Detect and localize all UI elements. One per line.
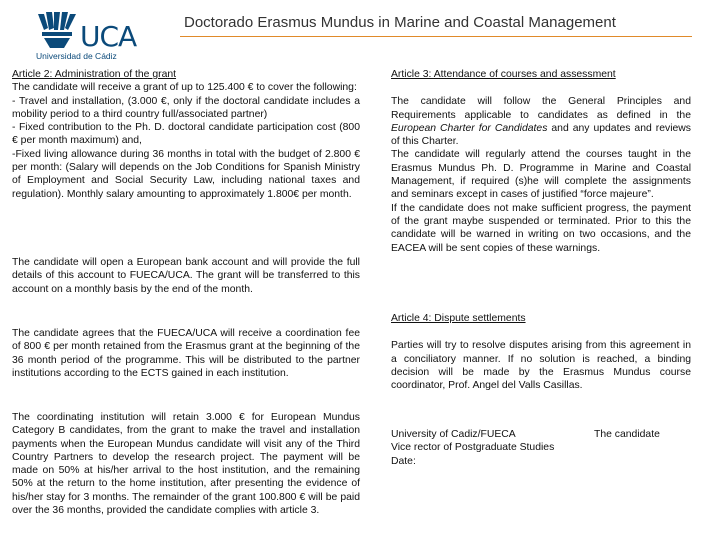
article-4-title: Article 4: Dispute settlements [391, 313, 526, 324]
retention-paragraph [12, 411, 360, 517]
bank-account-paragraph [12, 256, 360, 296]
university-logo [30, 6, 170, 64]
bank-account-text: The candidate will open a European bank account and will provide the full details of this account to FUECA/UCA. The grant will be transferred to this account on a monthly basis by the end of the month. [12, 257, 360, 295]
signatory-title: Vice rector of Postgraduate Studies [391, 442, 555, 454]
signature-block-candidate: The candidate [594, 429, 660, 440]
article-4-section [391, 312, 691, 392]
article-2-intro: The candidate will receive a grant of up to 125.400 € to cover the following: [12, 82, 357, 94]
article-2-travel: - Travel and installation, (3.000 €, only if the doctoral candidate includes a mobility period to a third country full/associated partner) [12, 95, 360, 120]
signatory-institution: University of Cadiz/FUECA [391, 429, 516, 440]
article-3-principles [391, 95, 691, 148]
page-title: Doctorado Erasmus Mundus in Marine and Coastal Management [184, 14, 616, 31]
retention-text: The coordinating institution will retain 3.000 € for European Mundus Category B candidates, from the grant to make the travel and installation payments when the European Mundus candidate will visit any of the Third Country Partners to develop the research project. The payment will be made on 50% at his/her arrival to the host institution, and the remaining 50% at the return to the home institution, after presenting the evidence of his/her stay for 3 months. The remainder of the grant 100.800 € will be paid over the 36 months, provided the candidate complies with article 3. [12, 412, 360, 517]
uca-emblem-icon [36, 10, 78, 50]
header-divider [180, 36, 692, 37]
principles-text-end: and any updates and reviews of this Charter. [391, 122, 691, 148]
article-4-text: Parties will try to resolve disputes arising from this agreement in a conciliatory manner. If no solution is reached, a binding decision will be made by the Erasmus Mundus course coordinator, Prof. Angel del Valls Casillas. [391, 340, 691, 392]
article-2-section [12, 68, 360, 201]
article-2-participation: - Fixed contribution to the Ph. D. doctoral candidate participation cost (800 € per month maximum) and, [12, 122, 360, 147]
charter-name: European Charter for Candidates [391, 122, 548, 134]
article-3-attendance: The candidate will regularly attend the courses taught in the Erasmus Mundus Ph. D. Programme in Marine and Coastal Management, if required (s)he will complete the assignments and seminars except in cases of justified “force majeure”. [391, 149, 691, 201]
signature-date: Date: [391, 455, 416, 467]
signature-block-university [391, 428, 554, 468]
article-3-progress: If the candidate does not make sufficient progress, the payment of the grant maybe suspended or terminated. Prior to this the candidate will be warned in writing on two occasions, and the EACEA will be sent copies of these warnings. [391, 202, 691, 254]
article-3-section [391, 68, 691, 255]
principles-text: The candidate will follow the General Principles and Requirements applicable to candidates as defined in the [391, 96, 691, 121]
article-3-title: Article 3: Attendance of courses and assessment [391, 69, 616, 80]
logo-subtitle: Universidad de Cádiz [36, 51, 117, 61]
article-2-allowance: -Fixed living allowance during 36 months in total with the budget of 2.800 € per month: (Salary will depends on the Job Conditions for Spanish Ministry of Employment and Social Security Law, including national taxes and regulation). Monthly salary amounting to approximately 1.800€ per month. [12, 148, 360, 200]
article-2-title: Article 2: Administration of the grant [12, 69, 177, 80]
coordination-fee-text: The candidate agrees that the FUECA/UCA will receive a coordination fee of 800 € per month retained from the Erasmus grant at the beginning of the 36 month period of the programme. This will be distributed to the partner institutions according to the ECTS gained in each institution. [12, 328, 360, 379]
coordination-fee-paragraph [12, 327, 360, 380]
logo-wordmark: UCA [80, 20, 137, 53]
